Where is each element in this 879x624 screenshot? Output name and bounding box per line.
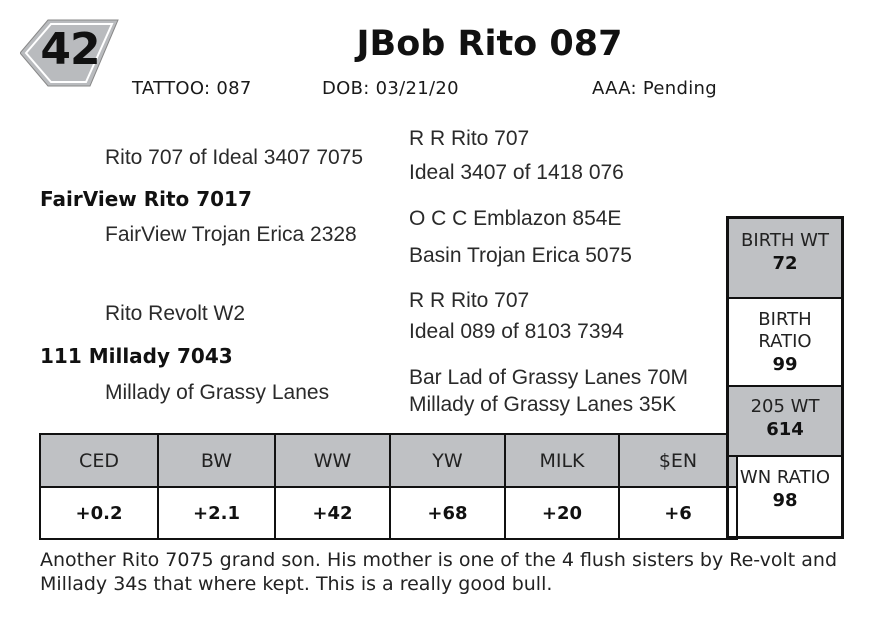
stat-birth-ratio xyxy=(729,299,841,387)
pedigree-dd-sire: Bar Lad of Grassy Lanes 70M xyxy=(409,366,688,389)
pedigree-sire-dam: FairView Trojan Erica 2328 xyxy=(105,223,357,246)
pedigree-ds-sire: R R Rito 707 xyxy=(409,289,530,312)
epd-value-ced: +0.2 xyxy=(40,487,158,539)
stat-205-wt-label: 205 WT xyxy=(750,396,820,417)
pedigree-dam-sire: Rito Revolt W2 xyxy=(105,302,246,325)
stat-205-wt xyxy=(729,387,841,457)
epd-value-yw: +68 xyxy=(390,487,505,539)
stat-birth-wt xyxy=(729,219,841,299)
epd-header-ww: WW xyxy=(275,434,390,487)
comment-text: Another Rito 7075 grand son. His mother is one of the 4 flush sisters by Re-volt and Millady 34s that where kept. This is a really good bull. xyxy=(40,549,838,595)
epd-value-ww: +42 xyxy=(275,487,390,539)
stat-wn-ratio xyxy=(729,457,841,536)
epd-header-yw: YW xyxy=(390,434,505,487)
epd-header-ced: CED xyxy=(40,434,158,487)
tattoo-text: TATTOO: 087 xyxy=(132,78,252,99)
pedigree-sd-sire: O C C Emblazon 854E xyxy=(409,207,622,230)
epd-value-row xyxy=(40,487,737,539)
animal-name: JBob Rito 087 xyxy=(356,24,623,64)
lot-number: 42 xyxy=(40,24,100,75)
epd-value-en: +6 xyxy=(619,487,737,539)
pedigree-dd-dam: Millady of Grassy Lanes 35K xyxy=(409,393,677,416)
aaa-text: AAA: Pending xyxy=(592,78,717,99)
epd-value-milk: +20 xyxy=(505,487,619,539)
pedigree-sd-dam: Basin Trojan Erica 5075 xyxy=(409,244,632,267)
pedigree-dam-dam: Millady of Grassy Lanes xyxy=(105,381,330,404)
stat-205-wt-value: 614 xyxy=(766,419,804,440)
stat-wn-ratio-value: 98 xyxy=(772,490,798,511)
pedigree-ss-sire: R R Rito 707 xyxy=(409,127,530,150)
epd-header-milk: MILK xyxy=(505,434,619,487)
stat-birth-wt-label: BIRTH WT xyxy=(741,230,829,251)
stat-birth-ratio-label: BIRTH RATIO xyxy=(758,309,812,352)
pedigree-dam: 111 Millady 7043 xyxy=(40,344,233,368)
epd-header-bw: BW xyxy=(158,434,275,487)
dob-text: DOB: 03/21/20 xyxy=(322,78,459,99)
epd-header-en: $EN xyxy=(619,434,737,487)
pedigree-sire: FairView Rito 7017 xyxy=(40,187,252,211)
pedigree-ss-dam: Ideal 3407 of 1418 076 xyxy=(409,161,624,184)
performance-stats xyxy=(726,216,844,539)
stat-birth-ratio-value: 99 xyxy=(772,354,798,375)
epd-table xyxy=(39,433,738,540)
pedigree-ds-dam: Ideal 089 of 8103 7394 xyxy=(409,320,624,343)
stat-birth-wt-value: 72 xyxy=(772,253,798,274)
epd-value-bw: +2.1 xyxy=(158,487,275,539)
pedigree-sire-sire: Rito 707 of Ideal 3407 7075 xyxy=(105,146,364,169)
stat-wn-ratio-label: WN RATIO xyxy=(739,467,831,488)
epd-header-row xyxy=(40,434,737,487)
